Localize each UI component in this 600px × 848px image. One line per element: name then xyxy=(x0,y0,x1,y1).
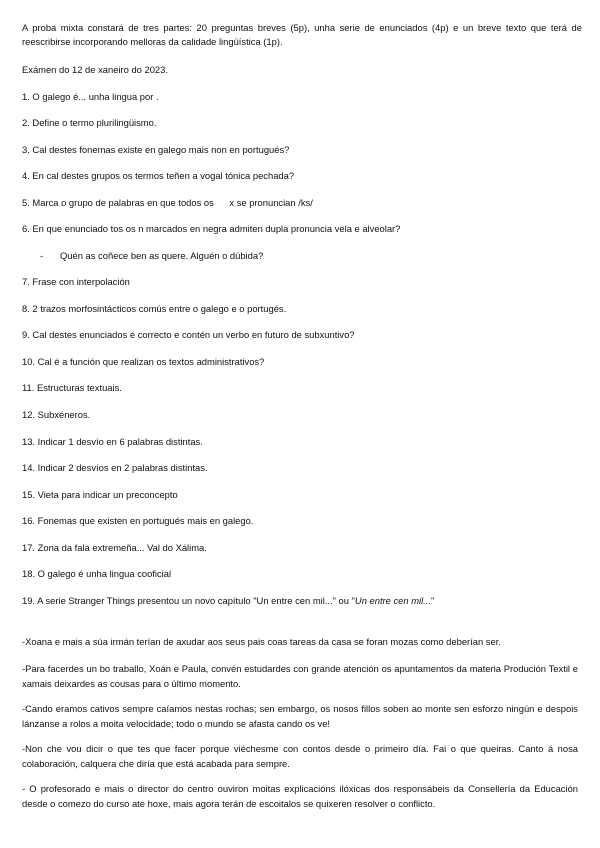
question-13: 13. Indicar 1 desvío en 6 palabras distintas. xyxy=(22,436,203,447)
question-9: 9. Cal destes enunciados é correcto e contén un verbo en futuro de subxuntivo? xyxy=(22,329,355,340)
statement-5: - O profesorado e mais o director do centro ouviron moitas explicacións ilóxicas dos responsábeis da Consellería da Educación desde o comezo do curso ate hoxe, mais agora terán de escoitalos se quixeren resolver o conflicto. xyxy=(22,783,578,809)
question-8: 8. 2 trazos morfosintácticos comús entre o galego e o portugés. xyxy=(22,303,287,314)
question-10: 10. Cal é a función que realizan os textos administrativos? xyxy=(22,356,265,367)
question-5: 5. Marca o grupo de palabras en que todos os x se pronuncian /ks/ xyxy=(22,197,313,208)
question-12: 12. Subxéneros. xyxy=(22,409,91,420)
statement-2: -Para facerdes un bo traballo, Xoán e Paula, convén estudardes con grande atención os apuntamentos da materia Produción Textil e xamais deixardes as cousas para o último momento. xyxy=(22,663,578,689)
exam-date: Exámen do 12 de xaneiro do 2023. xyxy=(22,64,168,75)
question-6: 6. En que enunciado tos os n marcados en negra admiten dupla pronuncia vela e alveolar? xyxy=(22,223,401,234)
question-19-suffix: " xyxy=(431,595,435,606)
question-4: 4. En cal destes grupos os termos teñen a vogal tónica pechada? xyxy=(22,170,295,181)
bullet-dash: - xyxy=(40,250,44,261)
question-6-example xyxy=(40,250,600,262)
question-14: 14. Indicar 2 desvíos en 2 palabras distintas. xyxy=(22,462,208,473)
intro-paragraph: A proba mixta constará de tres partes: 20 preguntas breves (5p), unha serie de enunciados (4p) e un breve texto que terá de reescribirse incorporando melloras da calidade lingüística (1p). xyxy=(22,22,582,47)
question-19 xyxy=(22,595,582,607)
question-1: 1. O galego é... unha lingua por . xyxy=(22,91,159,102)
question-18: 18. O galego é unha lingua cooficial xyxy=(22,568,172,579)
statement-1: -Xoana e mais a súa irmán terían de axudar aos seus pais coas tareas da casa se foran mozas como deberían ser. xyxy=(22,636,501,647)
question-3: 3. Cal destes fonemas existe en galego mais non en portugués? xyxy=(22,144,290,155)
statement-3: -Cando eramos cativos sempre caíamos nestas rochas; sen embargo, os nosos fillos soben ao monte sen esforzo ningún e despois lánzanse a rolos a moita velocidade; todo o mundo se afasta cando os ve! xyxy=(22,703,578,729)
question-16: 16. Fonemas que existen en portugués mais en galego. xyxy=(22,515,254,526)
question-11: 11. Estructuras textuais. xyxy=(22,382,122,393)
question-19-italic: Un entre cen mil... xyxy=(354,595,431,606)
question-17: 17. Zona da fala extremeña... Val do Xálima. xyxy=(22,542,207,553)
question-6-example-text: Quén as coñece ben as quere. Alguén o dúbida? xyxy=(60,250,264,261)
question-19-prefix: 19. A serie Stranger Things presentou un novo capítulo "Un entre cen mil..." ou " xyxy=(22,595,355,606)
statement-4: -Non che vou dicir o que tes que facer porque viéchesme con contos desde o primeiro día. Fai o que queiras. Canto á nosa colaboración, calquera che diría que está acabada para sempre. xyxy=(22,743,578,769)
question-7: 7. Frase con interpolación xyxy=(22,276,130,287)
question-2: 2. Define o termo plurilingüismo. xyxy=(22,117,157,128)
question-15: 15. Vieta para indicar un preconcepto xyxy=(22,489,178,500)
